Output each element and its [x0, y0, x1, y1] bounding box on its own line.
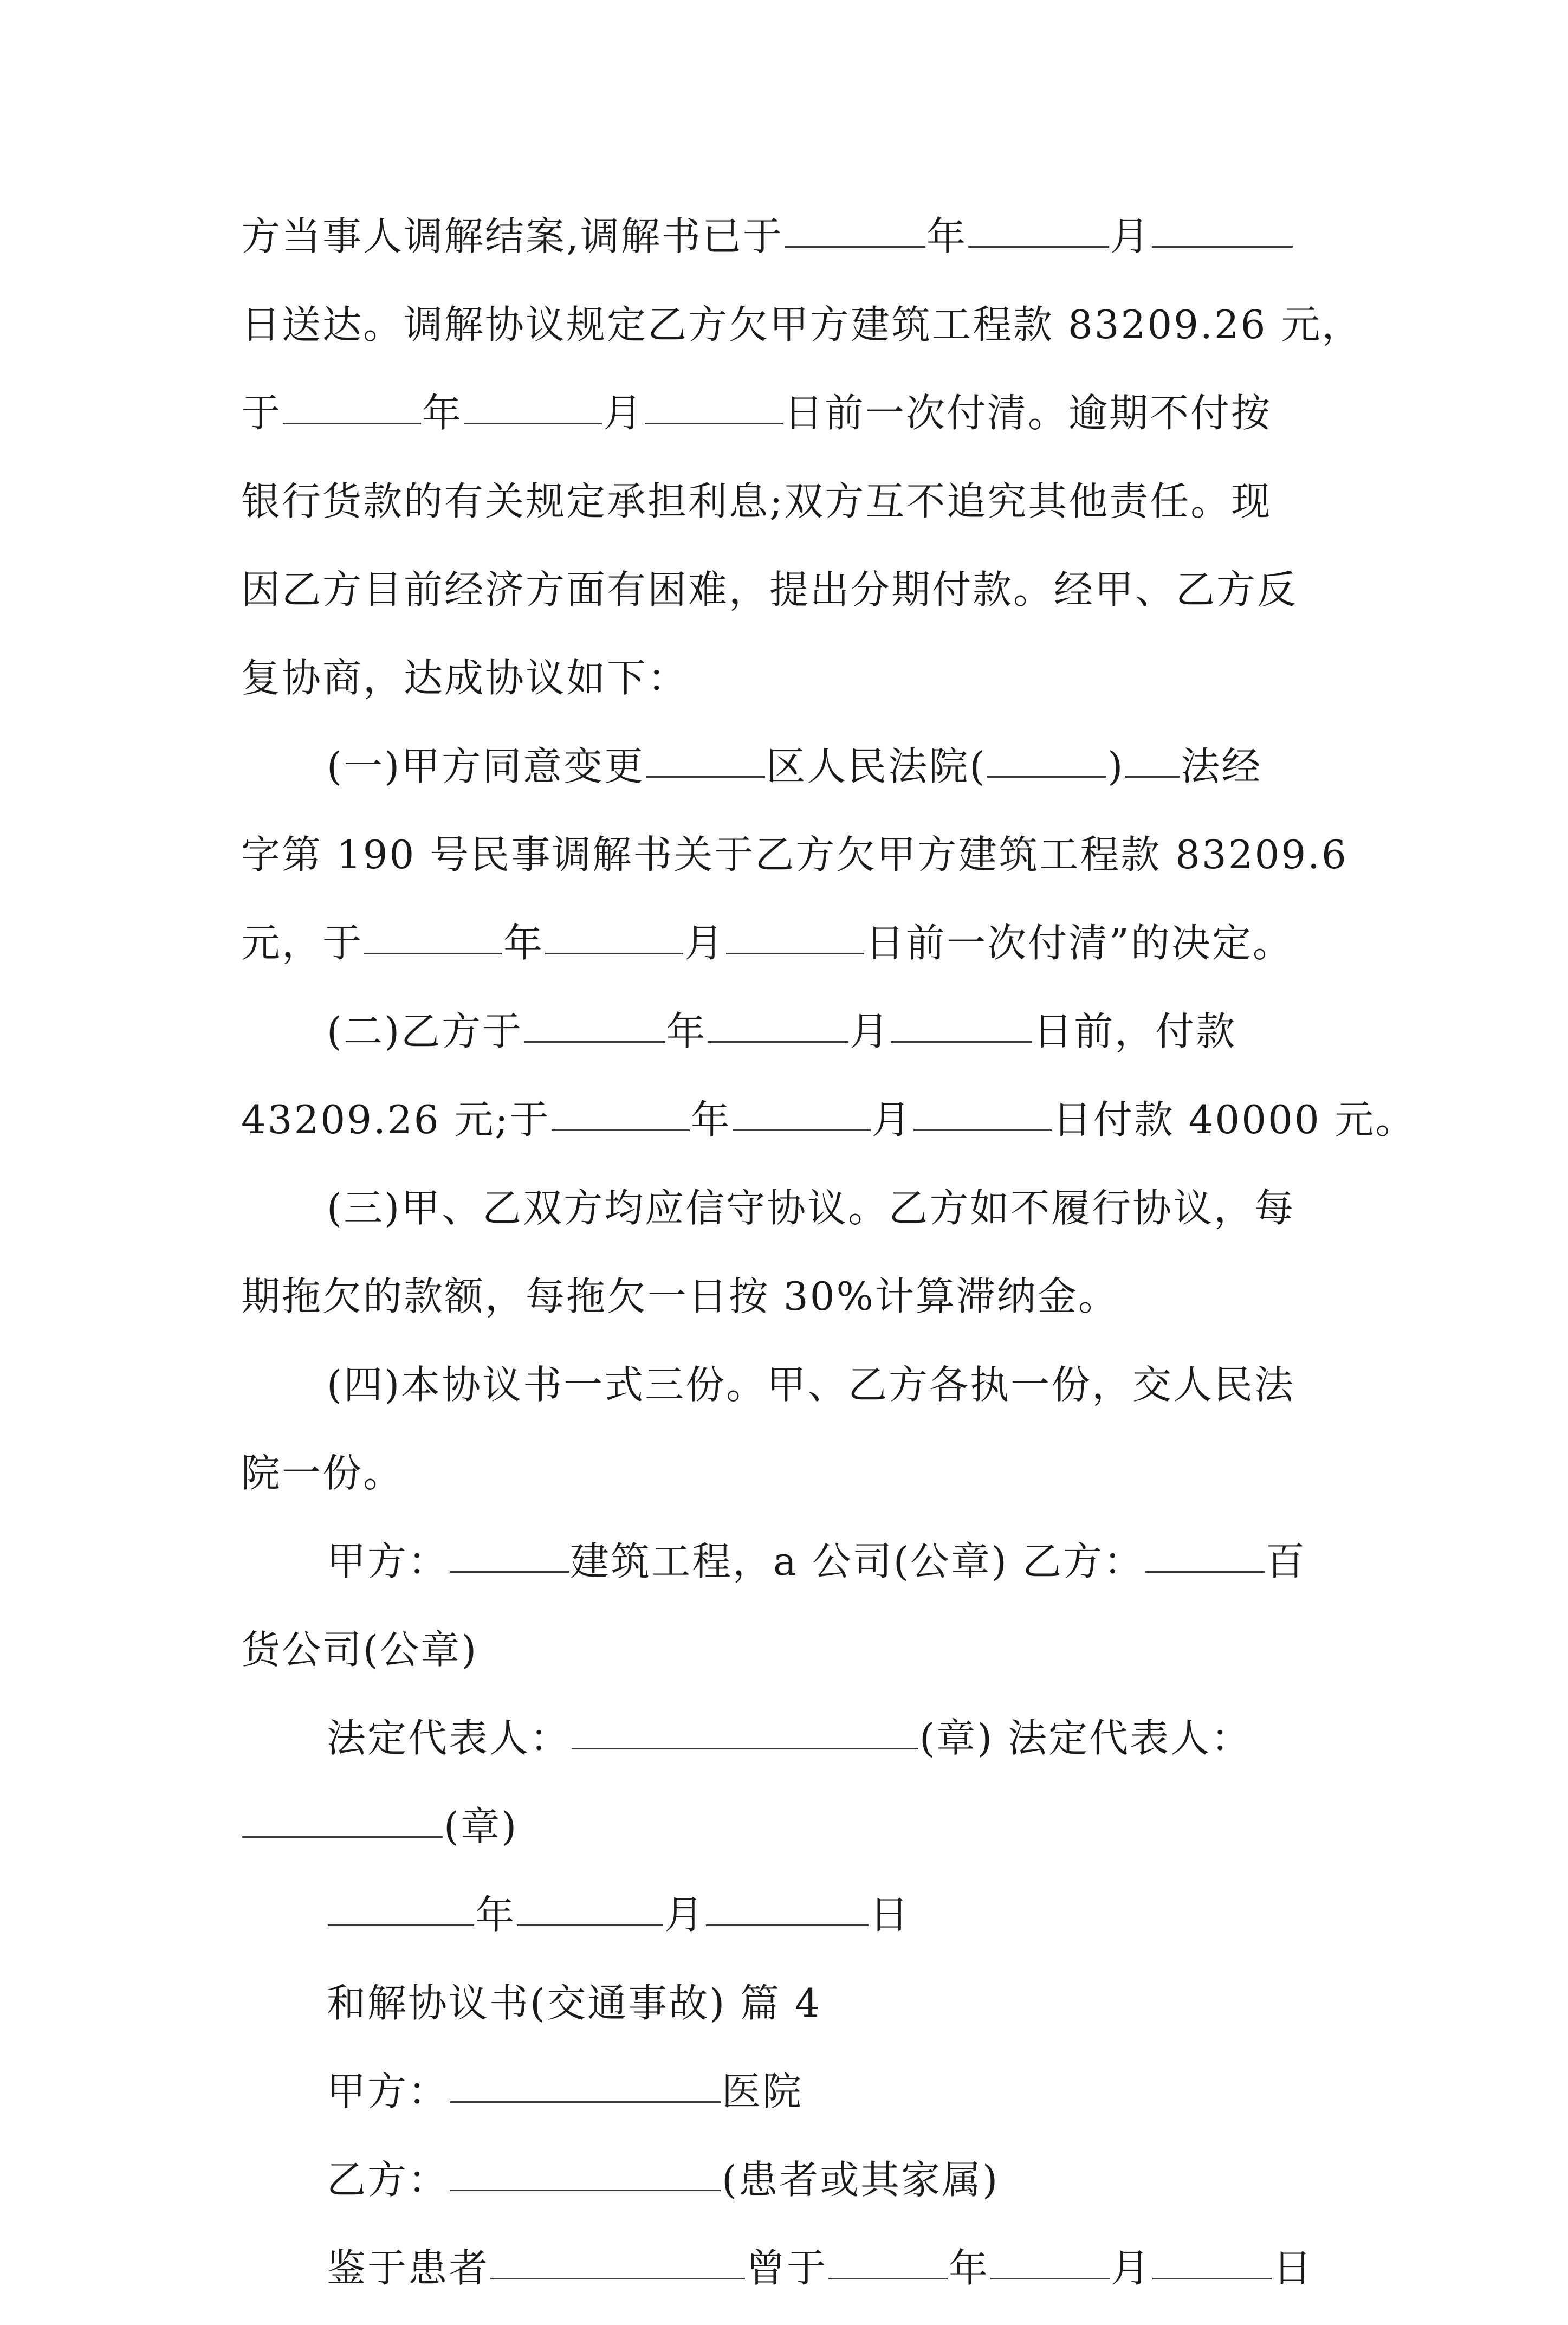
text-line — [241, 2237, 1346, 2325]
blank-line — [708, 1041, 848, 1043]
blank-line — [828, 2278, 948, 2279]
text-segment: 元，于 — [241, 920, 364, 966]
blank-line — [517, 1924, 663, 1926]
text-line — [241, 1618, 1346, 1707]
blank-line — [283, 423, 421, 424]
text-line — [241, 647, 1346, 735]
text-segment: 院一份。 — [241, 1450, 404, 1496]
text-segment: 月 — [1110, 214, 1151, 259]
text-segment: 建筑工程，a 公司(公章) 乙方： — [570, 1539, 1144, 1584]
text-segment: 日前一次付清。逾期不付按 — [784, 390, 1272, 436]
text-segment: 月 — [1111, 2245, 1152, 2291]
blank-line — [552, 1129, 690, 1131]
text-segment: 年 — [422, 390, 463, 436]
text-segment: 月 — [684, 920, 725, 966]
text-segment: 年 — [949, 2245, 990, 2291]
text-line — [241, 2060, 1346, 2148]
text-segment: 月 — [871, 1097, 912, 1142]
blank-line — [1125, 776, 1180, 778]
text-line — [241, 1530, 1346, 1618]
text-segment: 年 — [690, 1097, 731, 1142]
text-segment: 年 — [926, 214, 967, 259]
text-line — [241, 558, 1346, 647]
blank-line — [490, 2278, 745, 2279]
date-line — [241, 1883, 1346, 1972]
text-segment: 日付款 40000 元。 — [1052, 1097, 1416, 1142]
blank-line — [1152, 2278, 1272, 2279]
blank-line — [726, 953, 864, 954]
blank-line — [990, 2278, 1110, 2279]
text-segment: 月 — [603, 390, 644, 436]
blank-line — [450, 2190, 721, 2191]
text-segment: 区人民法院( — [766, 744, 987, 789]
text-line — [241, 293, 1363, 382]
text-line — [241, 1177, 1346, 1265]
text-segment: 医院 — [722, 2069, 804, 2114]
blank-line — [464, 423, 602, 424]
text-line — [241, 1442, 1346, 1530]
text-segment: 月 — [850, 1009, 891, 1054]
section-title — [241, 1972, 1346, 2060]
text-segment: 日送达。调解协议规定乙方欠甲方建筑工程款 83209.26 元， — [241, 302, 1363, 347]
text-segment: 因乙方目前经济方面有困难，提出分期付款。经甲、乙方反 — [241, 567, 1298, 612]
text-line — [241, 1088, 1416, 1177]
text-segment: ) — [1107, 744, 1125, 789]
text-segment: 鉴于患者 — [327, 2245, 490, 2291]
text-segment: (患者或其家属) — [722, 2157, 1000, 2203]
blank-line — [706, 1924, 869, 1926]
text-segment: 复协商，达成协议如下： — [241, 655, 689, 701]
blank-line — [242, 1836, 443, 1838]
text-segment: (三)甲、乙双方均应信守协议。乙方如不履行协议，每 — [327, 1185, 1295, 1231]
text-line — [241, 1000, 1346, 1088]
blank-line — [645, 423, 783, 424]
blank-line — [913, 1129, 1052, 1131]
text-line — [241, 382, 1346, 470]
text-segment: (章) — [444, 1804, 519, 1849]
date-year-label: 年 — [475, 1892, 516, 1938]
text-segment: 年 — [666, 1009, 707, 1054]
blank-line — [1145, 1571, 1265, 1573]
blank-line — [364, 953, 502, 954]
blank-line — [328, 1924, 474, 1926]
document-page — [241, 205, 1416, 2325]
text-line — [241, 823, 1346, 912]
text-segment: 和解协议书(交通事故) 篇 4 — [327, 1980, 821, 2026]
text-segment: 方当事人调解结案,调解书已于 — [241, 214, 783, 259]
text-segment: (一)甲方同意变更 — [327, 744, 645, 789]
text-line — [241, 1353, 1346, 1442]
text-segment: (四)本协议书一式三份。甲、乙方各执一份，交人民法 — [327, 1362, 1295, 1407]
text-segment: 日前一次付清”的决定。 — [865, 920, 1293, 966]
text-segment: 曾于 — [746, 2245, 828, 2291]
text-segment: 法经 — [1181, 744, 1262, 789]
text-segment: 甲方： — [327, 2069, 449, 2114]
blank-line — [545, 953, 683, 954]
text-line — [241, 205, 1346, 293]
text-line — [241, 1707, 1346, 1795]
blank-line — [524, 1041, 665, 1043]
text-line — [241, 1265, 1346, 1353]
blank-line — [450, 1571, 569, 1573]
text-line — [241, 2148, 1346, 2237]
blank-line — [572, 1748, 918, 1749]
text-segment: 于 — [241, 390, 282, 436]
text-line — [241, 470, 1346, 558]
blank-line — [785, 246, 925, 248]
text-segment: 日前，付款 — [1033, 1009, 1237, 1054]
text-segment: 法定代表人： — [327, 1715, 571, 1761]
text-line — [241, 735, 1346, 823]
date-month-label: 月 — [664, 1892, 705, 1938]
blank-line — [450, 2101, 721, 2103]
text-segment: 43209.26 元;于 — [241, 1097, 550, 1142]
blank-line — [968, 246, 1109, 248]
text-segment: 字第 190 号民事调解书关于乙方欠甲方建筑工程款 83209.6 — [241, 832, 1348, 877]
text-segment: 乙方： — [327, 2157, 449, 2203]
text-segment: 期拖欠的款额，每拖欠一日按 30%计算滞纳金。 — [241, 1274, 1119, 1319]
blank-line — [987, 776, 1106, 778]
text-segment: (二)乙方于 — [327, 1009, 523, 1054]
blank-line — [891, 1041, 1032, 1043]
text-line — [241, 912, 1346, 1000]
text-segment: 日 — [1273, 2245, 1314, 2291]
blank-line — [646, 776, 765, 778]
text-segment: 甲方： — [327, 1539, 449, 1584]
blank-line — [733, 1129, 871, 1131]
text-segment: 银行货款的有关规定承担利息;双方互不追究其他责任。现 — [241, 479, 1272, 524]
date-day-label: 日 — [870, 1892, 911, 1938]
text-line — [241, 1795, 1346, 1883]
text-segment: 货公司(公章) — [241, 1627, 478, 1672]
text-segment: (章) 法定代表人： — [919, 1715, 1252, 1761]
text-segment: 年 — [503, 920, 545, 966]
text-segment: 百 — [1265, 1539, 1306, 1584]
blank-line — [1152, 246, 1293, 248]
